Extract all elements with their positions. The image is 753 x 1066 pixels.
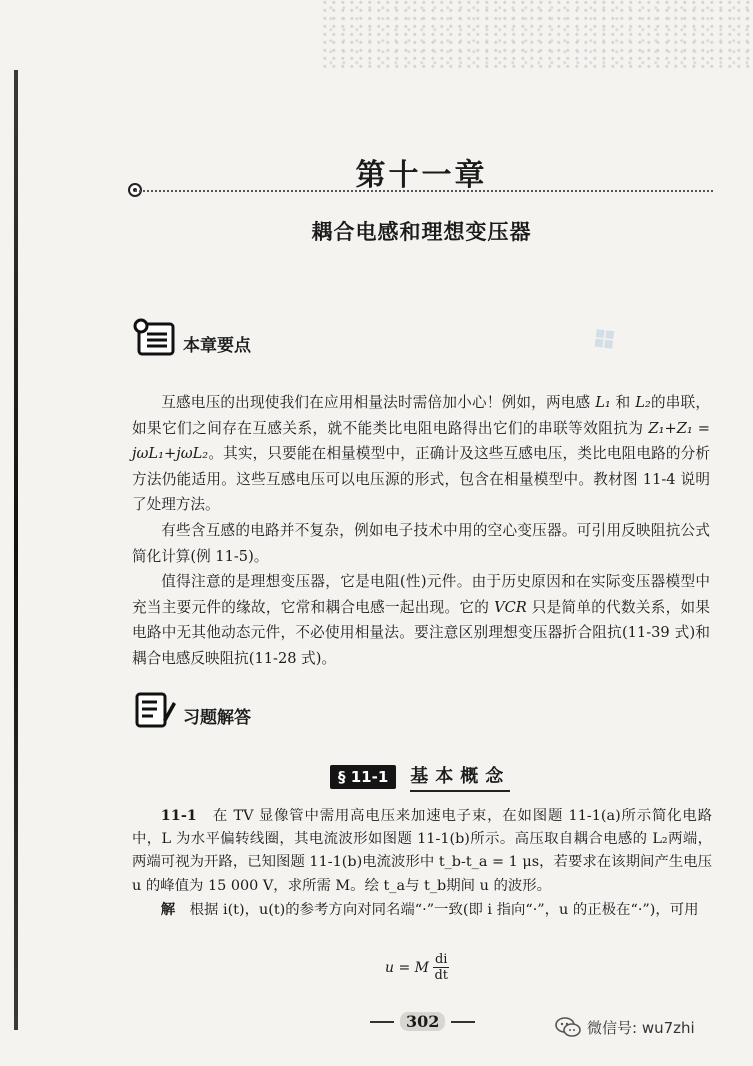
notebook-icon: [133, 318, 177, 358]
solutions-heading: [133, 690, 251, 730]
key-points-label: 本章要点: [183, 336, 251, 356]
dotted-divider: [135, 190, 713, 192]
key-points-heading: [133, 318, 251, 358]
section-title: 基本概念: [410, 762, 510, 792]
paragraph-3: 值得注意的是理想变压器，它是电阻(性)元件。由于历史原因和在实际变压器模型中充当主要元件的缘故，它常和耦合电感一起出现。它的 VCR 只是简单的代数关系，如果电路中无其他动态元件，不必使用相量法。要注意区别理想变压器折合阻抗(11-39 式)和耦合电感反映阻抗(11-28 式)。: [132, 573, 710, 667]
problem-statement: 11-1 在 TV 显像管中需用高电压来加速电子束，在如图题 11-1(a)所示简化电路中，L 为水平偏转线圈，其电流波形如图题 11-1(b)所示。高压取自耦合电感的 L₂两端，两端可视为开路，已知图题 11-1(b)电流波形中 t_b-t_a = 1 μs，若要求在该期间产生电压 u 的峰值为 15 000 V，求所需 M。绘 t_a与 t_b期间 u 的波形。: [132, 807, 712, 894]
derivative-fraction: $\frac{di}{dt}$: [434, 952, 448, 983]
problem-11-1: [132, 804, 712, 922]
key-points-body: [132, 390, 710, 672]
book-spine-shadow: [14, 70, 18, 1030]
page-number: 302: [370, 1012, 475, 1031]
scan-noise: [323, 0, 753, 70]
chapter-title: 第十一章: [355, 158, 488, 193]
chapter-subtitle: 耦合电感和理想变压器: [311, 219, 532, 244]
wechat-icon: [555, 1016, 581, 1038]
watermark-text: 微信号: wu7zhi: [587, 1018, 695, 1037]
paragraph-2: 有些含互感的电路并不复杂，例如电子技术中用的空心变压器。可引用反映阻抗公式简化计算(例 11-5)。: [132, 521, 710, 565]
solutions-label: 习题解答: [183, 708, 251, 728]
solution-paragraph: 解 根据 i(t)，u(t)的参考方向对同名端“·”一致(即 i 指向“·”，u 的正极在“·”)，可用: [160, 900, 699, 918]
problem-number: 11-1: [160, 807, 197, 824]
section-banner: [330, 762, 510, 792]
formula: u = M $\frac{di}{dt}$: [385, 952, 448, 983]
wechat-watermark: [555, 1016, 695, 1038]
checklist-pen-icon: [133, 690, 177, 730]
section-tag: § 11-1: [330, 765, 396, 789]
paragraph-1: 互感电压的出现使我们在应用相量法时需倍加小心！例如，两电感 L₁ 和 L₂的串联，如果它们之间存在互感关系，就不能类比电阻电路得出它们的串联等效阻抗为 Z₁+Z₁ = jωL₁+jωL₂。其实，只要能在相量模型中，正确计及这些互感电压，类比电阻电路的分析方法仍能适用。这些互感电压可以电压源的形式，包含在相量模型中。教材图 11-4 说明了处理方法。: [132, 394, 711, 514]
solution-label: 解: [160, 900, 176, 918]
faint-watermark: ❖: [580, 314, 630, 366]
